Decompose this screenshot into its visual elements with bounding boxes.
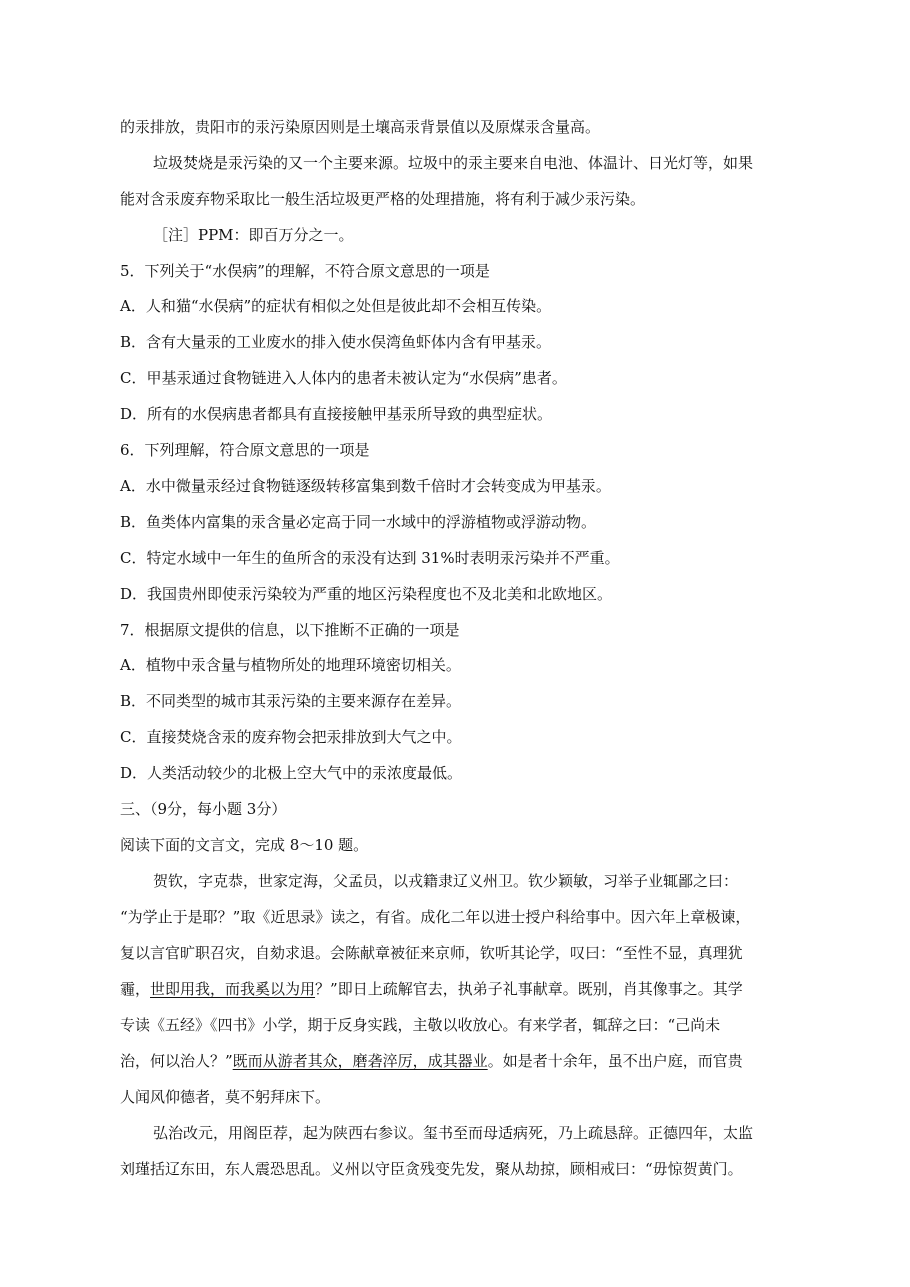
question-stem: 7．根据原文提供的信息，以下推断不正确的一项是 (120, 621, 460, 639)
section-instruction: 阅读下面的文言文，完成 8～10 题。 (120, 836, 369, 854)
passage-line: 能对含汞废弃物采取比一般生活垃圾更严格的处理措施，将有利于减少汞污染。 (120, 190, 646, 208)
classical-text-line: “为学止于是耶？”取《近思录》读之，有省。成化二年以进士授户科给事中。因六年上章极谏， (120, 908, 751, 926)
question-option: B．鱼类体内富集的汞含量必定高于同一水域中的浮游植物或浮游动物。 (120, 513, 597, 531)
classical-text-line: 专读《五经》《四书》小学，期于反身实践，主敬以收放心。有来学者，辄辞之曰：“己尚未 (120, 1016, 721, 1034)
underlined-sentence: 世即用我，而我奚以为用 (150, 980, 316, 998)
section-heading: 三、（9分，每小题 3分） (120, 800, 287, 818)
underlined-sentence: 既而从游者其众，磨砻淬厉，成其器业 (232, 1052, 488, 1070)
text-segment: 霾， (120, 980, 151, 998)
question-stem: 5．下列关于“水俣病”的理解，不符合原文意思的一项是 (120, 262, 490, 280)
question-option: D．我国贵州即使汞污染较为严重的地区污染程度也不及北美和北欧地区。 (120, 585, 613, 603)
question-option: A．人和猫“水俣病”的症状有相似之处但是彼此却不会相互传染。 (120, 297, 552, 315)
classical-text-line: 复以言官旷职召灾，自劾求退。会陈献章被征来京师，钦听其论学，叹曰：“至性不显，真理犹 (120, 944, 743, 962)
classical-text-line (120, 979, 743, 999)
classical-text-line: 刘瑾括辽东田，东人震恐思乱。义州以守臣贪残变先发，聚从劫掠，顾相戒曰：“毋惊贺黄门。 (120, 1160, 743, 1178)
question-option: A．水中微量汞经过食物链逐级转移富集到数千倍时才会转变成为甲基汞。 (120, 477, 611, 495)
classical-text-line: 人闻风仰德者，莫不躬拜床下。 (120, 1088, 331, 1106)
passage-line: 的汞排放，贵阳市的汞污染原因则是土壤高汞背景值以及原煤汞含量高。 (120, 118, 601, 136)
question-option: D．所有的水俣病患者都具有直接接触甲基汞所导致的典型症状。 (120, 405, 553, 423)
passage-line: 垃圾焚烧是汞污染的又一个主要来源。垃圾中的汞主要来自电池、体温计、日光灯等，如果 (153, 154, 754, 172)
question-stem: 6．下列理解，符合原文意思的一项是 (120, 441, 370, 459)
question-option: B．不同类型的城市其汞污染的主要来源存在差异。 (120, 692, 462, 710)
text-segment: 。如是者十余年，虽不出户庭，而官贵 (487, 1052, 743, 1070)
classical-text-line (120, 1051, 743, 1071)
question-option: A．植物中汞含量与植物所处的地理环境密切相关。 (120, 656, 461, 674)
text-segment: ？”即日上疏解官去，执弟子礼事献章。既别，肖其像事之。其学 (315, 980, 743, 998)
classical-text-line: 弘治改元，用阁臣荐，起为陕西右参议。玺书至而母适病死，乃上疏恳辞。正德四年，太监 (153, 1124, 754, 1142)
question-option: C．特定水域中一年生的鱼所含的汞没有达到 31%时表明汞污染并不严重。 (120, 549, 620, 567)
text-segment: 治，何以治人？” (120, 1052, 233, 1070)
question-option: D．人类活动较少的北极上空大气中的汞浓度最低。 (120, 764, 463, 782)
question-option: C．直接焚烧含汞的废弃物会把汞排放到大气之中。 (120, 728, 462, 746)
question-option: B．含有大量汞的工业废水的排入使水俣湾鱼虾体内含有甲基汞。 (120, 333, 552, 351)
question-option: C．甲基汞通过食物链进入人体内的患者未被认定为“水俣病”患者。 (120, 369, 567, 387)
classical-text-line: 贺钦，字克恭，世家定海，父孟员，以戎籍隶辽义州卫。钦少颖敏，习举子业辄鄙之曰： (153, 872, 739, 890)
footnote: ［注］PPM：即百万分之一。 (153, 226, 354, 244)
